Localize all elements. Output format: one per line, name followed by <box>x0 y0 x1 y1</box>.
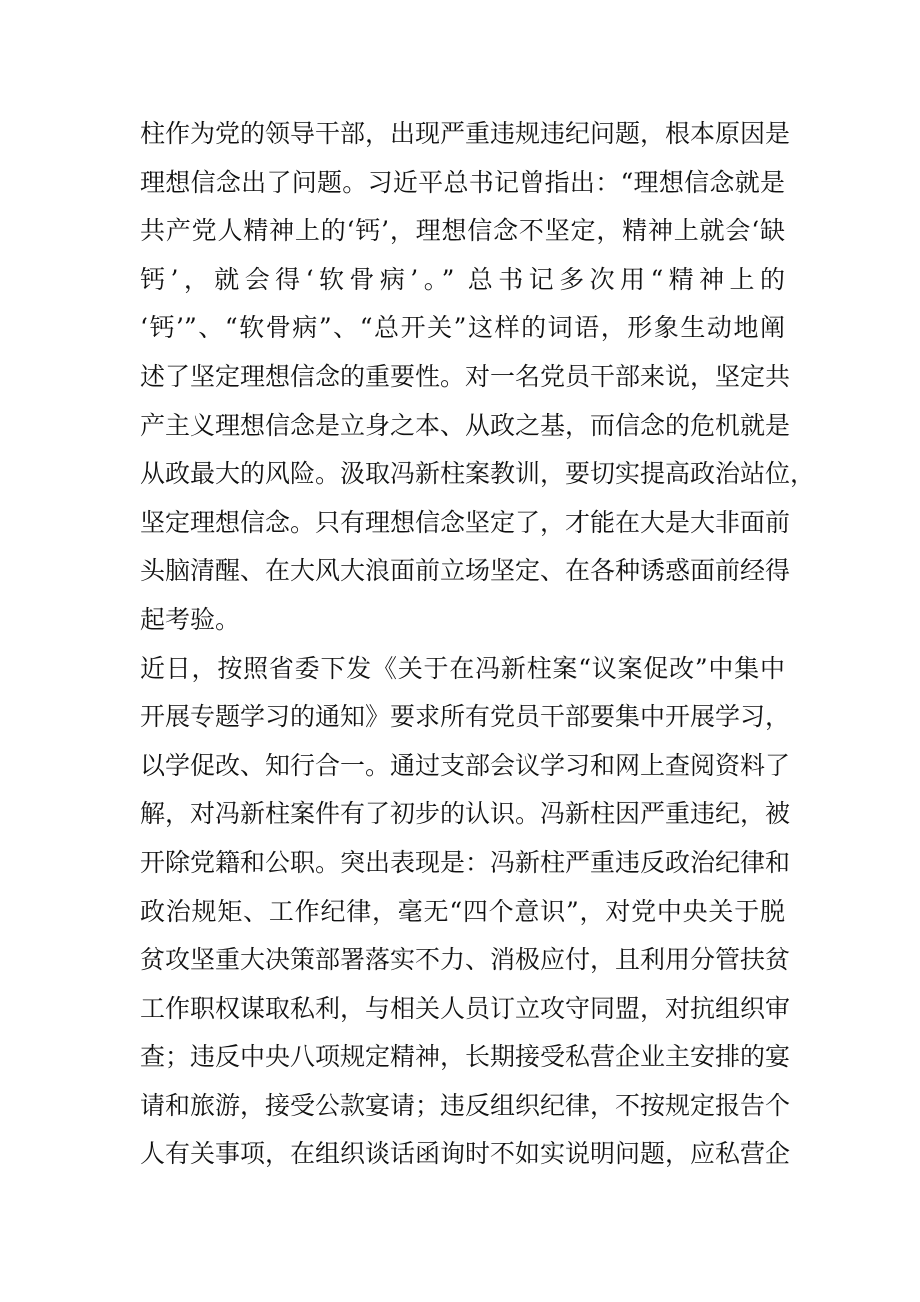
text-line: 从政最大的风险。汲取冯新柱案教训，要切实提高政治站位， <box>140 459 816 489</box>
text-line: 请和旅游，接受公款宴请；违反组织纪律，不按规定报告个 <box>140 1090 791 1120</box>
text-line: 起考验。 <box>140 604 241 634</box>
text-line: 近日，按照省委下发《关于在冯新柱案“议案促改”中集中 <box>140 653 785 683</box>
text-line: 头脑清醒、在大风大浪面前立场坚定、在各种诱惑面前经得 <box>140 556 791 586</box>
text-line: 共产党人精神上的‘钙’，理想信念不坚定，精神上就会‘缺 <box>140 216 785 246</box>
text-line: ‘钙’”、“软骨病”、“总开关”这样的词语，形象生动地阐 <box>140 313 785 343</box>
text-line: 坚定理想信念。只有理想信念坚定了，才能在大是大非面前 <box>140 507 791 537</box>
text-line: 人有关事项，在组织谈话函询时不如实说明问题，应私营企 <box>140 1139 791 1169</box>
text-line: 述了坚定理想信念的重要性。对一名党员干部来说，坚定共 <box>140 361 791 391</box>
text-line: 查；违反中央八项规定精神，长期接受私营企业主安排的宴 <box>140 1042 791 1072</box>
text-line: 解，对冯新柱案件有了初步的认识。冯新柱因严重违纪，被 <box>140 799 791 829</box>
text-line: 开展专题学习的通知》要求所有党员干部要集中开展学习， <box>140 702 791 732</box>
text-line: 产主义理想信念是立身之本、从政之基，而信念的危机就是 <box>140 410 791 440</box>
text-line: 理想信念出了问题。习近平总书记曾指出：“理想信念就是 <box>140 167 785 197</box>
text-line: 以学促改、知行合一。通过支部会议学习和网上查阅资料了 <box>140 750 791 780</box>
text-line: 钙’，就会得‘软骨病’。” 总书记多次用“精神上的 <box>140 264 785 294</box>
text-line: 工作职权谋取私利，与相关人员订立攻守同盟，对抗组织审 <box>140 993 791 1023</box>
text-line: 政治规矩、工作纪律，毫无“四个意识”，对党中央关于脱 <box>140 896 785 926</box>
text-line: 开除党籍和公职。突出表现是：冯新柱严重违反政治纪律和 <box>140 847 791 877</box>
body-text <box>140 110 816 1179</box>
text-line: 柱作为党的领导干部，出现严重违规违纪问题，根本原因是 <box>140 119 791 148</box>
text-line: 贫攻坚重大决策部署落实不力、消极应付，且利用分管扶贫 <box>140 945 791 975</box>
